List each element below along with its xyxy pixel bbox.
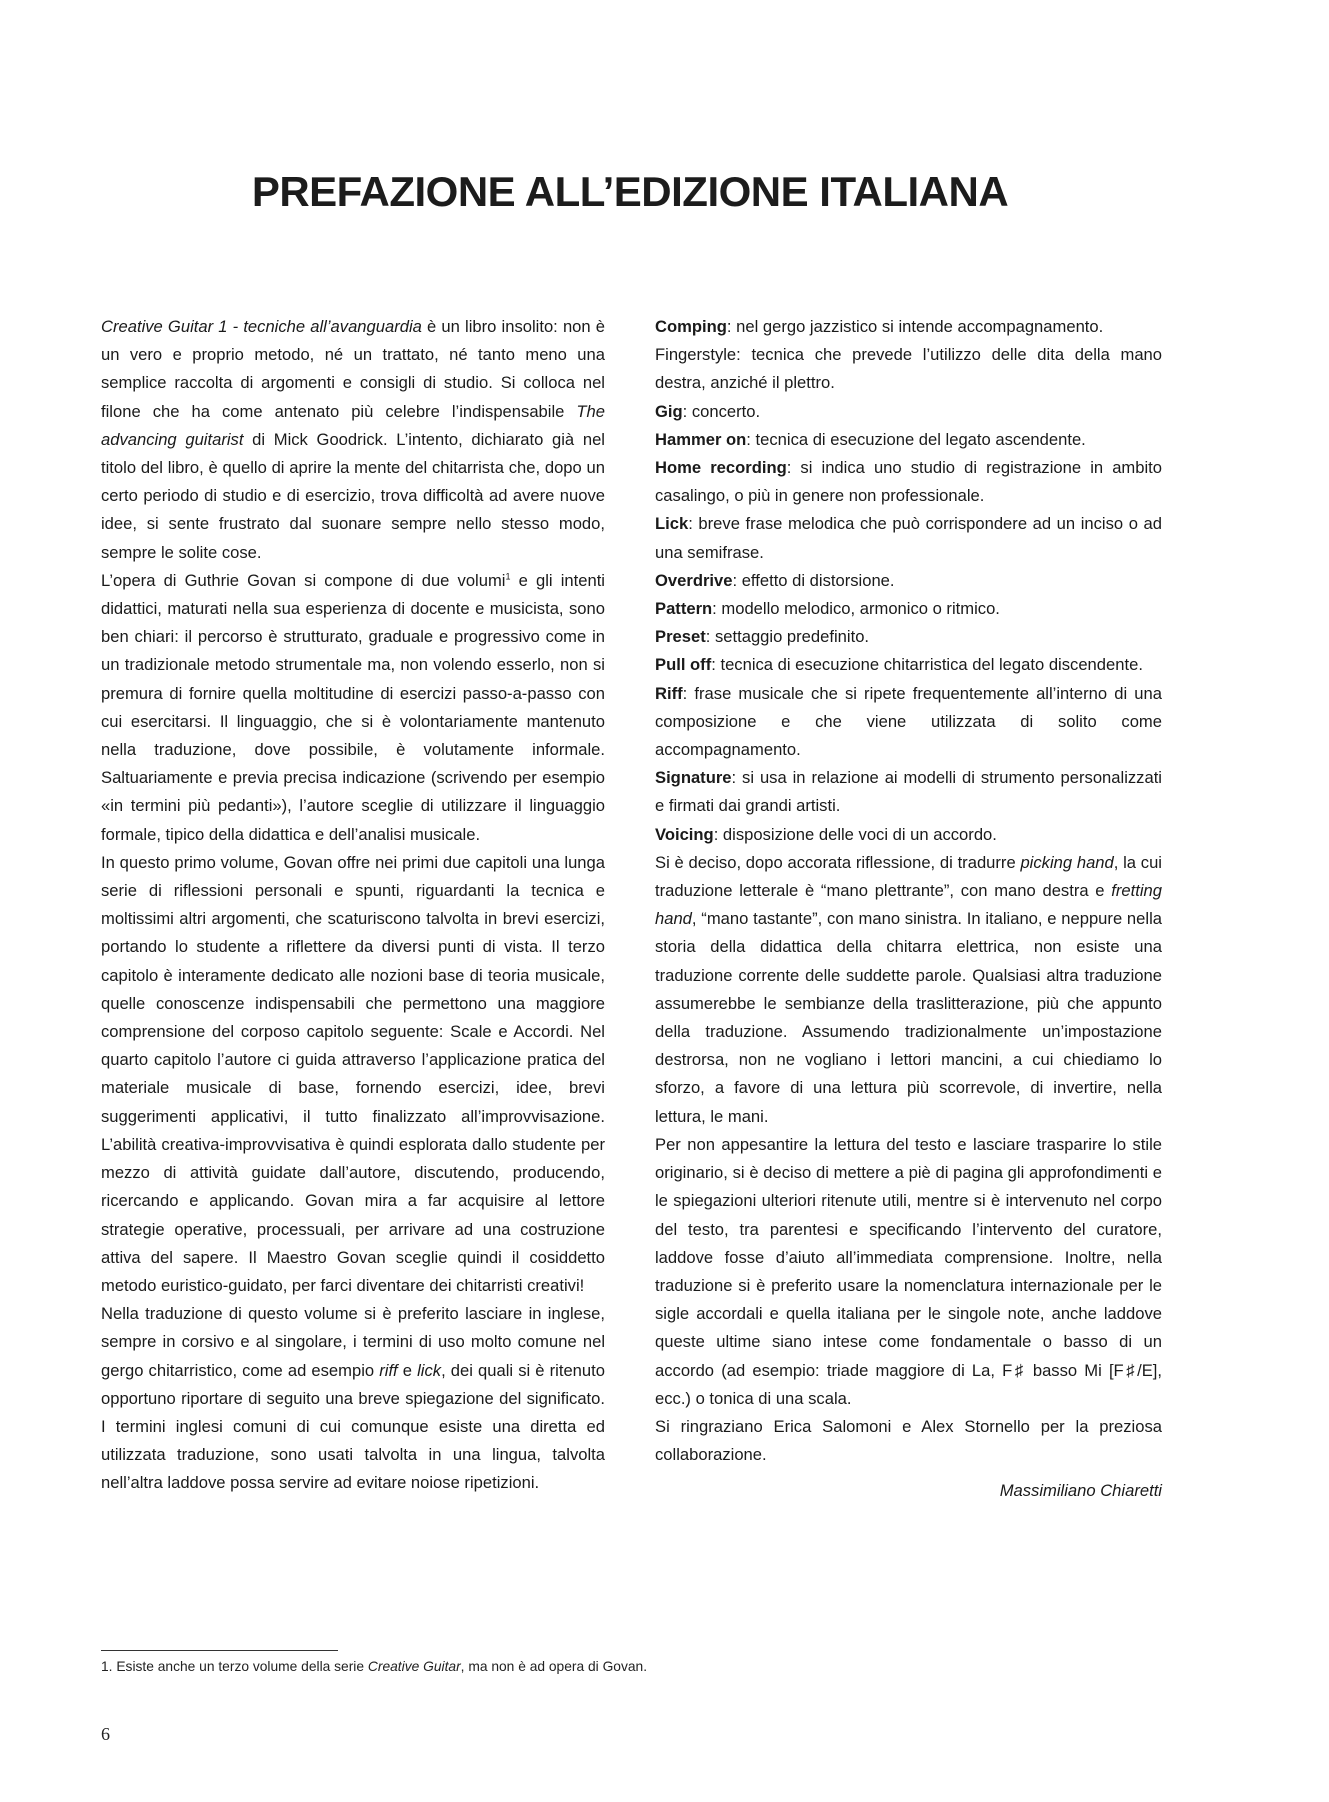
glossary-definition: : frase musicale che si ripete frequentemente all’interno di una composizione e che viene utilizzata di solito come accompagnamento. (655, 683, 1162, 760)
text: , “mano tastante”, con mano sinistra. In italiano, e neppure nella storia della didattica della chitarra elettrica, non esiste una traduzione corrente delle suddette parole. Qualsiasi altra traduzione assumerebbe le sembianze della traslitterazione, più che appunto della traduzione. Assumendo tradizionalmente un’impostazione destrorsa, non ne vogliano i lettori mancini, a cui chiediamo lo sforzo, a favore di una lettura più scorrevole, di invertire, nella lettura, le mani. (655, 909, 1162, 1126)
glossary-term: Preset (655, 627, 706, 647)
text: Si è deciso, dopo accorata riflessione, di tradurre (655, 852, 1021, 872)
glossary-definition: : disposizione delle voci di un accordo. (713, 824, 997, 844)
glossary-term: Gig (655, 401, 683, 421)
text: , dei quali si è ritenuto opportuno riportare di seguito una breve spiegazione del significato. I termini inglesi comuni di cui comunque esiste una diretta ed utilizzata traduzione, sono usati talvolta in una lingua, talvolta nell’altra laddove possa servire ad evitare noiose ripetizioni. (101, 1360, 605, 1493)
glossary-entry (655, 623, 1162, 651)
page-title: PREFAZIONE ALL’EDIZIONE ITALIANA (251, 168, 1009, 215)
glossary-entry (655, 454, 1162, 510)
signature: Massimiliano Chiaretti (999, 1481, 1162, 1501)
text: è un libro insolito: non è un vero e proprio metodo, né un trattato, né tanto meno una semplice raccolta di argomenti e consigli di studio. Si colloca nel filone che ha come antenato più celebre l’indispensabile (101, 317, 606, 421)
glossary-definition: : breve frase melodica che può corrispondere ad un inciso o ad una semifrase. (655, 514, 1162, 562)
text: 1. Esiste anche un terzo volume della serie (101, 1659, 368, 1674)
glossary (655, 313, 1162, 849)
right-column (655, 313, 1162, 1506)
glossary-entry (655, 821, 1162, 849)
left-column (101, 313, 605, 1498)
glossary-term: Overdrive (655, 570, 733, 590)
glossary-entry (655, 764, 1162, 820)
page-number: 6 (101, 1724, 110, 1744)
glossary-entry (655, 510, 1162, 566)
glossary-term: Signature (655, 768, 732, 788)
series-title: Creative Guitar (367, 1659, 461, 1674)
text: , la cui traduzione letterale è “mano plettrante”, con mano destra e (655, 852, 1162, 901)
glossary-definition: : tecnica di esecuzione del legato ascendente. (746, 429, 1086, 449)
footnote-ref: 1 (505, 571, 511, 582)
text: L’opera di Guthrie Govan si compone di due volumi (101, 570, 506, 590)
footnote (101, 1656, 647, 1678)
glossary-definition: : si usa in relazione ai modelli di strumento personalizzati e firmati dai grandi artisti. (655, 768, 1162, 816)
term-picking-hand: picking hand (1020, 852, 1114, 872)
text: Nella traduzione di questo volume si è preferito lasciare in inglese, sempre in corsivo e al singolare, i termini di uso molto comune nel gergo chitarristico, come ad esempio (101, 1304, 605, 1380)
glossary-definition: : si indica uno studio di registrazione in ambito casalingo, o più in genere non professionale. (655, 458, 1163, 506)
referenced-book-title: The advancing guitarist (101, 401, 605, 449)
glossary-entry (655, 651, 1162, 679)
glossary-term: Comping (655, 317, 727, 336)
glossary-definition: : concerto. (682, 401, 761, 421)
glossary-definition: : modello melodico, armonico o ritmico. (712, 599, 1000, 619)
text: di Mick Goodrick. L’intento, dichiarato già nel titolo del libro, è quello di aprire la mente del chitarrista che, dopo un certo periodo di studio e di esercizio, trova difficoltà ad avere nuove idee, si sente frustrato dal suonare sempre nello stesso modo, sempre le solite cose. (101, 429, 605, 562)
glossary-term: Riff (655, 683, 683, 703)
paragraph-hands (655, 849, 1162, 1131)
glossary-term: Fingerstyle (655, 345, 737, 365)
paragraph-chapters: In questo primo volume, Govan offre nei primi due capitoli una lunga serie di riflessioni personali e spunti, riguardanti la tecnica e moltissimi altri argomenti, che scaturiscono talvolta in brevi esercizi, portando lo studente a riflettere da diversi punti di vista. Il terzo capitolo è interamente dedicato alle nozioni base di teoria musicale, quelle conoscenze indispensabili che permettono una maggiore comprensione del corposo capitolo seguente: Scale e Accordi. Nel quarto capitolo l’autore ci guida attraverso l’applicazione pratica del materiale musicale di base, fornendo esercizi, idee, brevi suggerimenti applicativi, il tutto finalizzato all’improvvisazione. L’abilità creativa-improvvisativa è quindi esplorata dallo studente per mezzo di attività guidate dall’autore, discutendo, producendo, ricercando e applicando. Govan mira a far acquisire al lettore strategie operative, processuali, per arrivare ad una costruzione attiva del sapere. Il Maestro Govan sceglie quindi il cosiddetto metodo euristico-guidato, per farci diventare dei chitarristi creativi! (101, 852, 605, 1295)
paragraph-translation (101, 1300, 605, 1497)
text: e (397, 1360, 418, 1380)
book-title: Creative Guitar 1 - tecniche all’avanguardia (101, 317, 422, 336)
glossary-definition: : effetto di distorsione. (732, 570, 895, 590)
glossary-term: Hammer on (655, 429, 747, 449)
glossary-definition: : tecnica di esecuzione chitarristica del legato discendente. (711, 655, 1143, 675)
glossary-entry (655, 680, 1162, 765)
paragraph-notes: Per non appesantire la lettura del testo e lasciare trasparire lo stile originario, si è deciso di mettere a piè di pagina gli approfondimenti e le spiegazioni ulteriori ritenute utili, mentre si è intervenuto nel corpo del testo, tra parentesi e specificando l’intervento del curatore, laddove fosse d’aiuto all’immediata comprensione. Inoltre, nella traduzione si è preferito usare la nomenclatura internazionale per le sigle accordali e quella italiana per le singole note, anche laddove queste ultime siano intese come fondamentale o basso di un accordo (ad esempio: triade maggiore di La, F♯ basso Mi [F♯/E], ecc.) o tonica di una scala. (655, 1134, 1162, 1408)
term-lick: lick (417, 1360, 442, 1380)
glossary-entry (655, 341, 1162, 397)
glossary-term: Pull off (655, 655, 712, 675)
glossary-entry (655, 398, 1162, 426)
paragraph-volumes (101, 567, 605, 849)
glossary-term: Home recording (655, 458, 787, 478)
glossary-entry (655, 426, 1162, 454)
glossary-term: Lick (655, 514, 689, 534)
term-fretting-hand: fretting hand (655, 881, 1162, 929)
glossary-definition: : settaggio predefinito. (705, 627, 870, 647)
text: , ma non è ad opera di Govan. (460, 1659, 648, 1674)
footnote-divider (101, 1650, 338, 1651)
glossary-entry (655, 313, 1162, 341)
glossary-definition: : tecnica che prevede l’utilizzo delle dita della mano destra, anziché il plettro. (655, 345, 1162, 393)
glossary-entry (655, 595, 1162, 623)
intro-paragraph (101, 313, 605, 567)
term-riff: riff (379, 1360, 398, 1380)
glossary-term: Pattern (655, 599, 713, 619)
text: e gli intenti didattici, maturati nella sua esperienza di docente e musicista, sono ben chiari: il percorso è strutturato, graduale e progressivo come in un tradizionale metodo strumentale ma, non volendo esserlo, non si premura di fornire quella moltitudine di esercizi passo-a-passo con cui esercitarsi. Il linguaggio, che si è volontariamente mantenuto nella traduzione, dove possibile, è volutamente informale. Saltuariamente e previa precisa indicazione (scrivendo per esempio «in termini più pedanti»), l’autore sceglie di utilizzare il linguaggio formale, tipico della didattica e dell’analisi musicale. (101, 570, 605, 844)
glossary-entry (655, 567, 1162, 595)
paragraph-thanks: Si ringraziano Erica Salomoni e Alex Stornello per la preziosa collaborazione. (655, 1416, 1162, 1465)
glossary-term: Voicing (655, 824, 714, 844)
glossary-definition: : nel gergo jazzistico si intende accompagnamento. (726, 317, 1104, 336)
